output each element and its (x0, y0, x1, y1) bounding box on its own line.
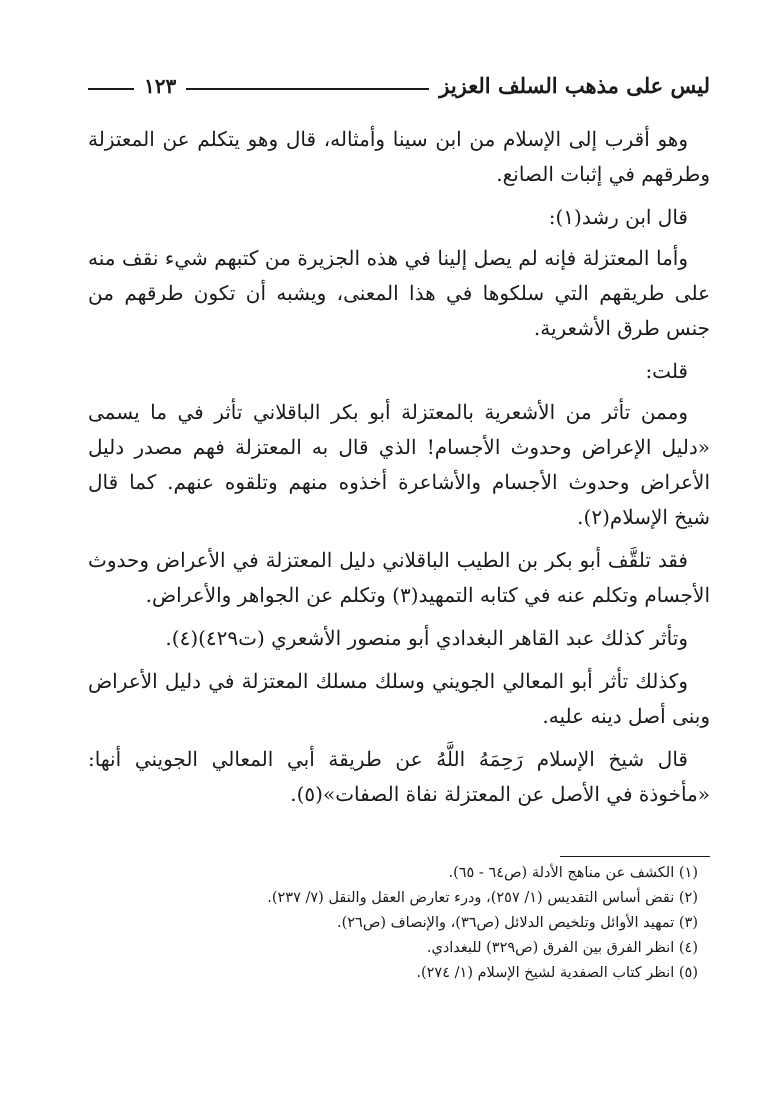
footnote: (٥) انظر كتاب الصفدية لشيخ الإسلام (١/ ٢٧٤). (416, 965, 698, 981)
paragraph: قلت: (645, 359, 688, 383)
footnote: (٤) انظر الفرق بين الفرق (ص٣٢٩) للبغدادي. (426, 940, 698, 956)
footnote: (٢) نقض أساس التقديس (١/ ٢٥٧)، ودرء تعارض العقل والنقل (٧/ ٢٣٧). (267, 890, 698, 906)
paragraph: قال ابن رشد(١): (548, 205, 688, 229)
paragraph: وأما المعتزلة فإنه لم يصل إلينا في هذه الجزيرة من كتبهم شيء نقف منه على طريقهم التي سلكوها في هذا المعنى، ويشبه أن تكون طرقهم من جنس طرق الأشعرية. (88, 246, 710, 340)
footnote: (١) الكشف عن مناهج الأدلة (ص٦٤ - ٦٥). (448, 865, 698, 881)
footnote-rule (560, 856, 710, 857)
book-page (88, 58, 710, 1058)
footnote: (٣) تمهيد الأوائل وتلخيص الدلائل (ص٣٦)، والإنصاف (ص٢٦). (336, 915, 698, 931)
footnotes (88, 856, 710, 986)
body-text (88, 122, 710, 812)
paragraph: وكذلك تأثر أبو المعالي الجويني وسلك مسلك المعتزلة في دليل الأعراض وبنى أصل دينه عليه. (88, 669, 710, 728)
paragraph: وتأثر كذلك عبد القاهر البغدادي أبو منصور الأشعري (ت٤٢٩)(٤). (165, 626, 688, 650)
header-rule (186, 88, 429, 90)
page-number: ١٢٣ (144, 74, 177, 98)
paragraph: وممن تأثر من الأشعرية بالمعتزلة أبو بكر الباقلاني تأثر في ما يسمى «دليل الإعراض وحدوث الأجسام! الذي قال به المعتزلة فهم مصدر دليل الأعراض وحدوث الأجسام والأشاعرة أخذوه منهم وتلقوه عنهم. كما قال شيخ الإسلام(٢). (88, 400, 710, 529)
paragraph: وهو أقرب إلى الإسلام من ابن سينا وأمثاله، قال وهو يتكلم عن المعتزلة وطرقهم في إثبات الصانع. (88, 127, 710, 186)
header-rule-short (88, 88, 134, 90)
running-header (88, 58, 710, 100)
paragraph: قال شيخ الإسلام رَحِمَهُ اللَّهُ عن طريقة أبي المعالي الجويني أنها: «مأخوذة في الأصل عن المعتزلة نفاة الصفات»(٥). (88, 747, 710, 806)
paragraph: فقد تلقَّف أبو بكر بن الطيب الباقلاني دليل المعتزلة في الأعراض وحدوث الأجسام وتكلم عنه في كتابه التمهيد(٣) وتكلم عن الجواهر والأعراض. (88, 548, 710, 607)
header-title: ليس على مذهب السلف العزيز (439, 73, 710, 98)
